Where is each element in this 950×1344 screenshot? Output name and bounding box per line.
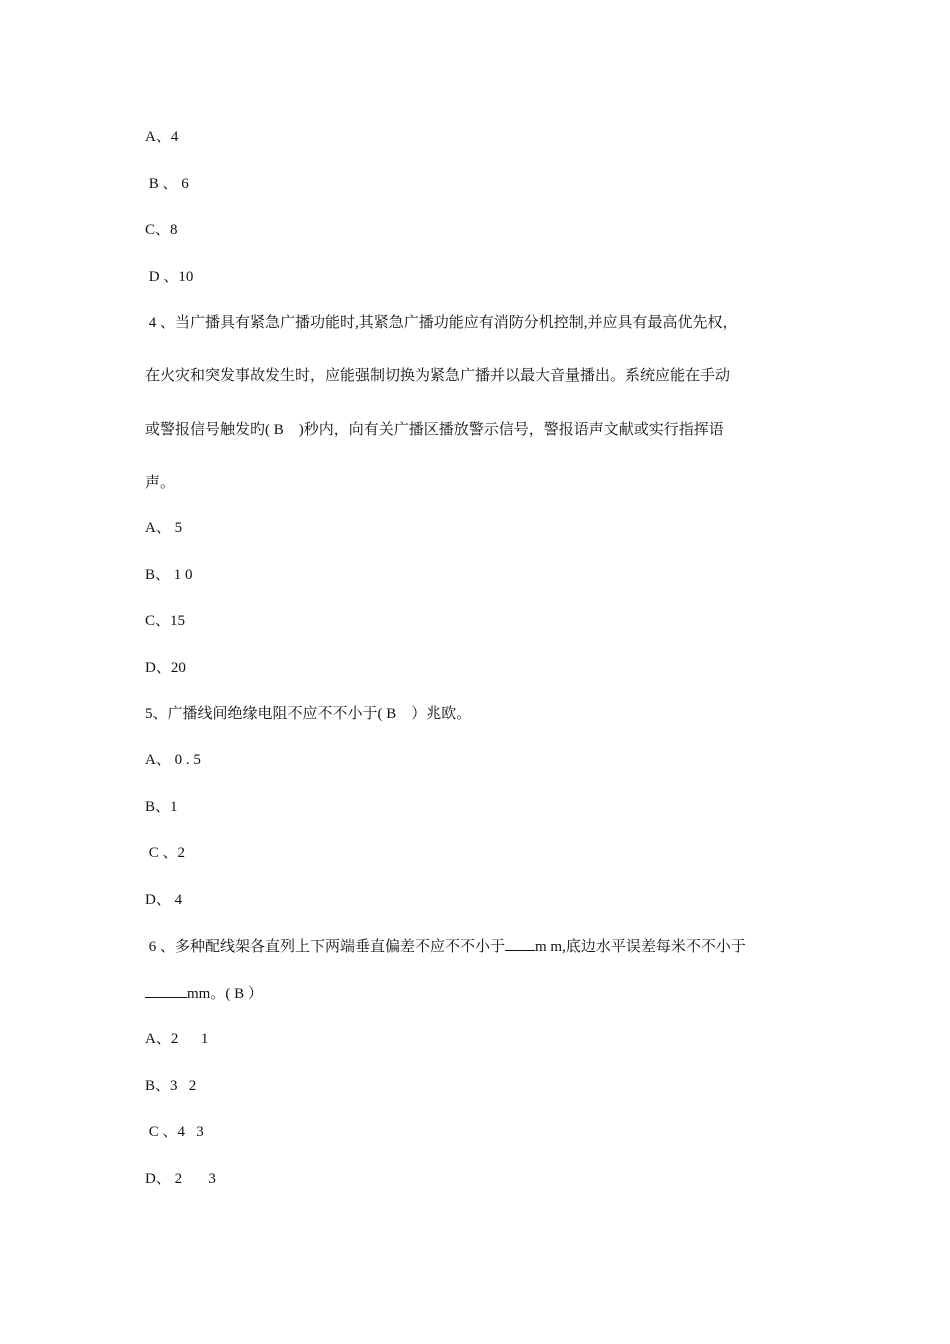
q5-option-c: C 、2	[145, 845, 186, 861]
q3-option-d: D 、10	[145, 269, 194, 285]
q5-option-b: B、1	[145, 799, 178, 815]
q3-option-b: B 、 6	[145, 176, 189, 192]
q4-text-line-3: 或警报信号触发旳( B )秒内，向有关广播区播放警示信号，警报语声文献或实行指挥语	[145, 422, 724, 438]
q6-line-2-text: mm。( B ）	[187, 986, 263, 1002]
q4-option-d: D、20	[145, 660, 186, 676]
q4-text-line-4: 声。	[145, 475, 176, 491]
q4-option-a: A、 5	[145, 520, 183, 536]
q4-option-b: B、 1 0	[145, 567, 193, 583]
q6-line-1-text-start: 6 、多种配线架各直列上下两端垂直偏差不应不不小于	[145, 939, 506, 955]
q6-option-d: D、 2 3	[145, 1171, 216, 1187]
q6-text-line-1	[145, 936, 746, 957]
q4-text-line-2: 在火灾和突发事故发生时，应能强制切换为紧急广播并以最大音量播出。系统应能在手动	[145, 368, 731, 384]
q5-text: 5、广播线间绝缘电阻不应不不小于( B ）兆欧。	[145, 706, 472, 722]
q6-line-1-text-end: m m,底边水平误差每米不不小于	[535, 939, 746, 955]
q6-option-a: A、2 1	[145, 1031, 209, 1047]
q6-text-line-2	[145, 983, 263, 1004]
q3-option-a: A、4	[145, 129, 179, 145]
q3-option-c: C、8	[145, 222, 178, 238]
q6-blank-2	[145, 983, 187, 998]
q6-option-b: B、3 2	[145, 1078, 197, 1094]
q6-option-c: C 、4 3	[145, 1124, 204, 1140]
q4-text-line-1: 4 、当广播具有紧急广播功能时,其紧急广播功能应有消防分机控制,并应具有最高优先权，	[145, 315, 738, 331]
q6-blank-1	[505, 936, 535, 951]
q4-option-c: C、15	[145, 613, 186, 629]
q5-option-d: D、 4	[145, 892, 183, 908]
q5-option-a: A、 0 . 5	[145, 752, 201, 768]
